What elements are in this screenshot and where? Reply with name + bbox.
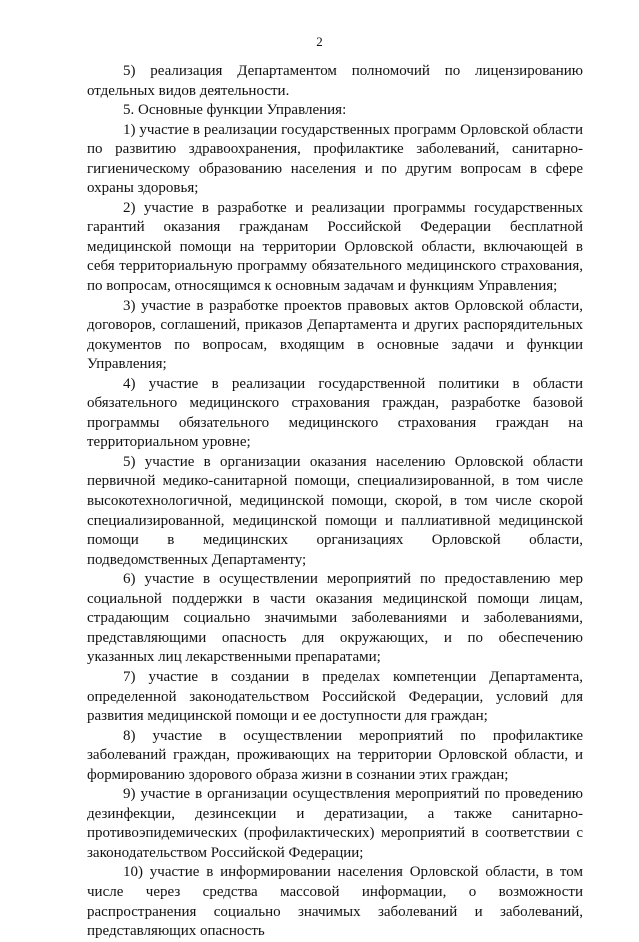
section-heading-functions: 5. Основные функции Управления: <box>123 102 347 119</box>
paragraph-licensing: 5) реализация Департаментом полномочий по лицензированию отдельных видов деятельности. <box>87 63 583 99</box>
function-item-8: 8) участие в осуществлении мероприятий по профилактике заболеваний граждан, проживающих на территории Орловской области, и формированию здорового образа жизни в сознании этих граждан; <box>87 727 583 783</box>
function-item-5: 5) участие в организации оказания населению Орловской области первичной медико-санитарной помощи, специализированной, в том числе высокотехнологичной, медицинской помощи, скорой, в том числе скорой специализированной, медицинской помощи и паллиативной медицинской помощи в медицинских организациях Орловской области, подведомственных Департаменту; <box>87 453 583 568</box>
function-item-7: 7) участие в создании в пределах компетенции Департамента, определенной законодательством Российской Федерации, условий для развития медицинской помощи и ее доступности для граждан; <box>87 668 583 725</box>
page-number: 2 <box>316 34 323 49</box>
document-body <box>87 62 583 942</box>
function-item-3: 3) участие в разработке проектов правовых актов Орловской области, договоров, соглашений, приказов Департамента и других распорядительных документов по вопросам, входящим в основные задачи и функции Управления; <box>87 297 583 373</box>
function-item-4: 4) участие в реализации государственной политики в области обязательного медицинского страхования граждан, разработке базовой программы обязательного медицинского страхования граждан на территориальном уровне; <box>87 375 583 451</box>
function-item-6: 6) участие в осуществлении мероприятий по предоставлению мер социальной поддержки в части оказания медицинской помощи лицам, страдающим социально значимыми заболеваниями и заболеваниями, представляющими опасность для окружающих, и по обеспечению указанных лиц лекарственными препаратами; <box>87 571 583 666</box>
function-item-10: 10) участие в информировании населения Орловской области, в том числе через средства массовой информации, о возможности распространения социально значимых заболеваний и заболеваний, представляющих опасность <box>87 864 583 940</box>
function-item-9: 9) участие в организации осуществления мероприятий по проведению дезинфекции, дезинсекции и дератизации, а также санитарно-противоэпидемических (профилактических) мероприятий в соответствии с законодательством Российской Федерации; <box>87 786 583 861</box>
function-item-1: 1) участие в реализации государственных программ Орловской области по развитию здравоохранения, профилактике заболеваний, санитарно-гигиеническому образованию населения и по другим вопросам в сфере охраны здоровья; <box>87 121 583 197</box>
function-item-2: 2) участие в разработке и реализации программы государственных гарантий оказания гражданам Российской Федерации бесплатной медицинской помощи на территории Орловской области, включающей в себя территориальную программу обязательного медицинского страхования, по вопросам, относящимся к основным задачам и функциям Управления; <box>87 199 583 295</box>
